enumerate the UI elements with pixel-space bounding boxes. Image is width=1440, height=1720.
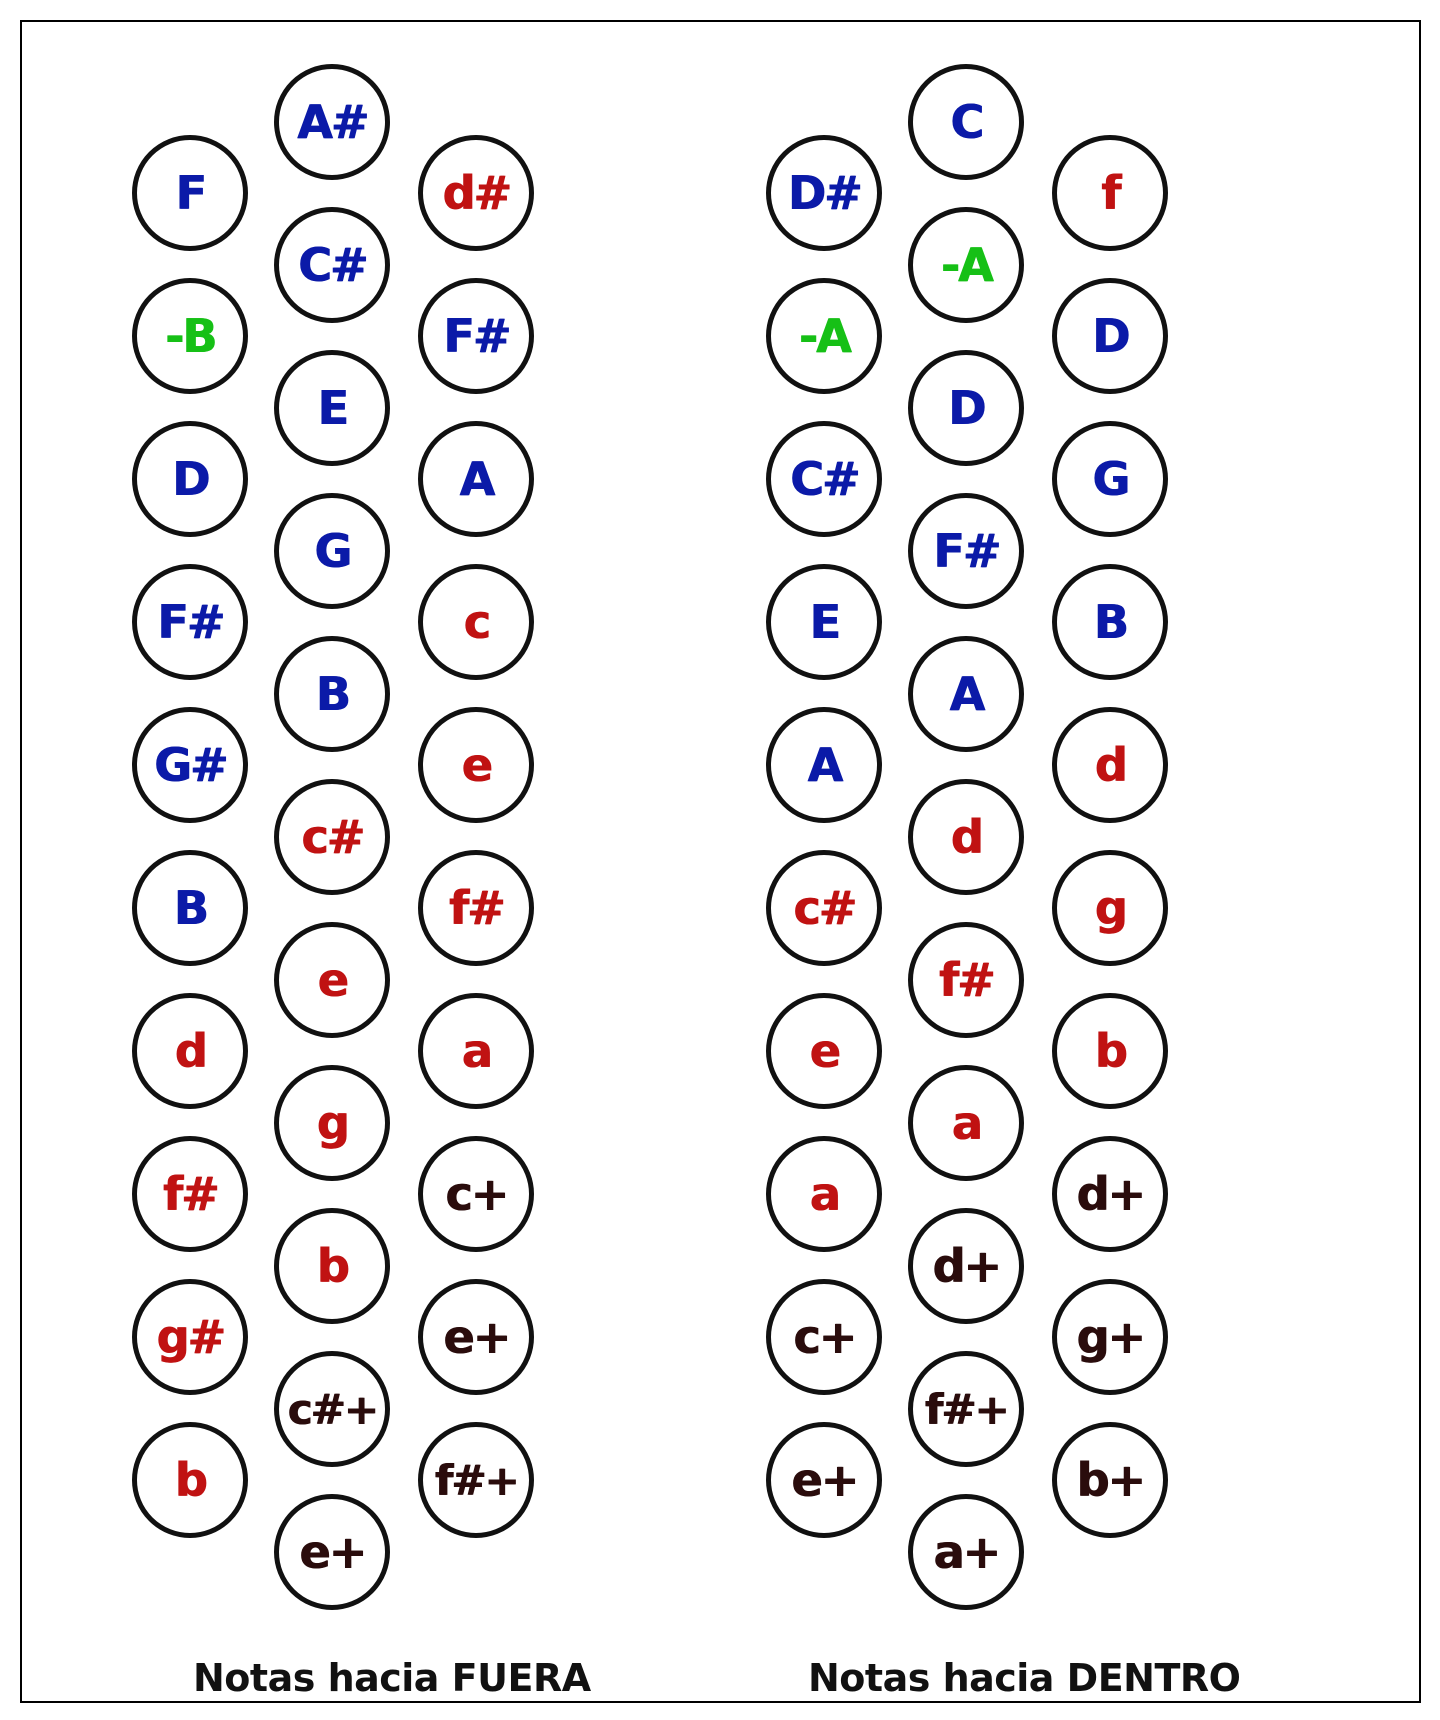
note-button-left-5[interactable]: G# bbox=[132, 707, 248, 823]
note-button-left-7[interactable]: e bbox=[766, 993, 882, 1109]
note-button-middle-3[interactable]: E bbox=[274, 350, 390, 466]
note-button-middle-4[interactable]: F# bbox=[908, 493, 1024, 609]
note-button-middle-8[interactable]: g bbox=[274, 1065, 390, 1181]
note-button-middle-9[interactable]: d+ bbox=[908, 1208, 1024, 1324]
panel-dentro bbox=[720, 0, 1440, 1720]
note-button-right-1[interactable]: d# bbox=[418, 135, 534, 251]
note-button-left-9[interactable]: g# bbox=[132, 1279, 248, 1395]
note-button-left-1[interactable]: D# bbox=[766, 135, 882, 251]
note-button-left-10[interactable]: b bbox=[132, 1422, 248, 1538]
note-button-left-6[interactable]: c# bbox=[766, 850, 882, 966]
note-button-middle-1[interactable]: A# bbox=[274, 64, 390, 180]
note-button-middle-10[interactable]: f#+ bbox=[908, 1351, 1024, 1467]
note-button-right-7[interactable]: a bbox=[418, 993, 534, 1109]
note-button-left-6[interactable]: B bbox=[132, 850, 248, 966]
note-button-left-8[interactable]: f# bbox=[132, 1136, 248, 1252]
note-button-left-3[interactable]: C# bbox=[766, 421, 882, 537]
note-button-middle-6[interactable]: d bbox=[908, 779, 1024, 895]
note-button-left-10[interactable]: e+ bbox=[766, 1422, 882, 1538]
note-button-right-4[interactable]: B bbox=[1052, 564, 1168, 680]
note-button-right-9[interactable]: g+ bbox=[1052, 1279, 1168, 1395]
note-button-left-4[interactable]: F# bbox=[132, 564, 248, 680]
note-button-right-3[interactable]: G bbox=[1052, 421, 1168, 537]
note-button-left-2[interactable]: -A bbox=[766, 278, 882, 394]
note-button-right-3[interactable]: A bbox=[418, 421, 534, 537]
note-button-left-8[interactable]: a bbox=[766, 1136, 882, 1252]
note-button-middle-5[interactable]: B bbox=[274, 636, 390, 752]
note-button-right-9[interactable]: e+ bbox=[418, 1279, 534, 1395]
note-button-left-1[interactable]: F bbox=[132, 135, 248, 251]
note-button-middle-10[interactable]: c#+ bbox=[274, 1351, 390, 1467]
note-button-middle-7[interactable]: e bbox=[274, 922, 390, 1038]
note-button-middle-6[interactable]: c# bbox=[274, 779, 390, 895]
note-button-middle-8[interactable]: a bbox=[908, 1065, 1024, 1181]
note-button-left-4[interactable]: E bbox=[766, 564, 882, 680]
note-button-right-6[interactable]: f# bbox=[418, 850, 534, 966]
note-button-left-5[interactable]: A bbox=[766, 707, 882, 823]
note-button-middle-9[interactable]: b bbox=[274, 1208, 390, 1324]
note-button-right-2[interactable]: F# bbox=[418, 278, 534, 394]
note-button-left-3[interactable]: D bbox=[132, 421, 248, 537]
note-button-middle-1[interactable]: C bbox=[908, 64, 1024, 180]
note-button-middle-11[interactable]: a+ bbox=[908, 1494, 1024, 1610]
note-button-right-1[interactable]: f bbox=[1052, 135, 1168, 251]
note-button-right-5[interactable]: d bbox=[1052, 707, 1168, 823]
note-button-right-4[interactable]: c bbox=[418, 564, 534, 680]
note-button-left-7[interactable]: d bbox=[132, 993, 248, 1109]
note-button-right-7[interactable]: b bbox=[1052, 993, 1168, 1109]
note-button-middle-4[interactable]: G bbox=[274, 493, 390, 609]
note-button-left-9[interactable]: c+ bbox=[766, 1279, 882, 1395]
panel-caption-fuera: Notas hacia FUERA bbox=[193, 1656, 591, 1700]
note-button-middle-11[interactable]: e+ bbox=[274, 1494, 390, 1610]
note-button-middle-3[interactable]: D bbox=[908, 350, 1024, 466]
note-button-right-8[interactable]: c+ bbox=[418, 1136, 534, 1252]
note-button-right-5[interactable]: e bbox=[418, 707, 534, 823]
note-button-right-8[interactable]: d+ bbox=[1052, 1136, 1168, 1252]
note-button-middle-2[interactable]: -A bbox=[908, 207, 1024, 323]
note-button-left-2[interactable]: -B bbox=[132, 278, 248, 394]
note-button-right-10[interactable]: f#+ bbox=[418, 1422, 534, 1538]
note-button-middle-7[interactable]: f# bbox=[908, 922, 1024, 1038]
panel-caption-dentro: Notas hacia DENTRO bbox=[808, 1656, 1241, 1700]
note-button-right-2[interactable]: D bbox=[1052, 278, 1168, 394]
note-button-right-10[interactable]: b+ bbox=[1052, 1422, 1168, 1538]
note-button-right-6[interactable]: g bbox=[1052, 850, 1168, 966]
note-button-middle-2[interactable]: C# bbox=[274, 207, 390, 323]
note-button-middle-5[interactable]: A bbox=[908, 636, 1024, 752]
